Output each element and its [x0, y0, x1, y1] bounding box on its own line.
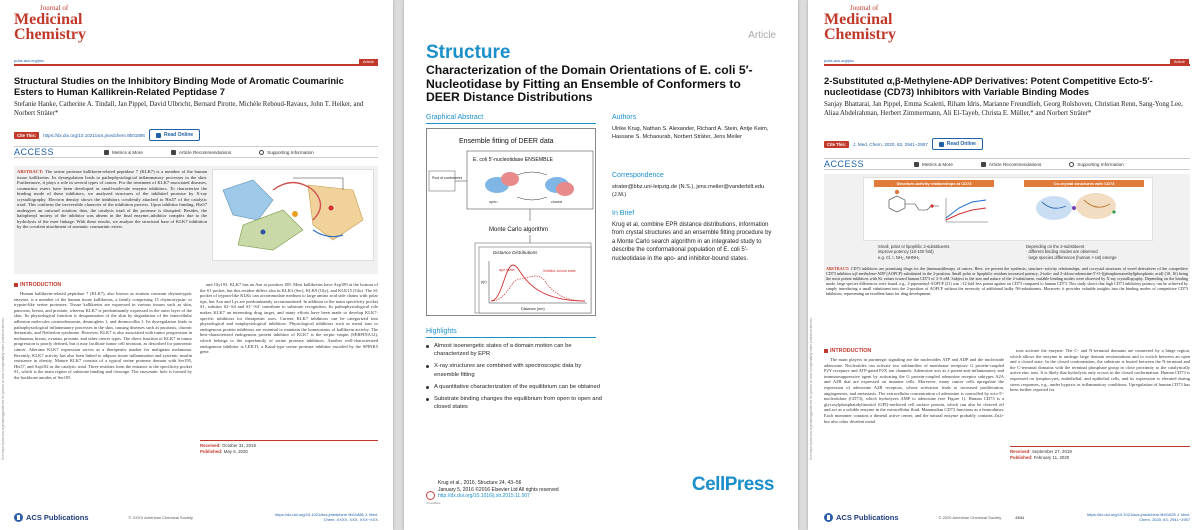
received-date: October 31, 2019: [221, 443, 256, 448]
read-online-button[interactable]: [149, 129, 200, 141]
access-label: ACCESS: [14, 147, 55, 157]
article-tag: Article: [359, 59, 378, 64]
metrics-button[interactable]: [914, 162, 953, 167]
acs-logo-icon: [824, 513, 833, 522]
published-date: February 11, 2020: [1033, 455, 1070, 460]
published-label: Published:: [200, 449, 223, 454]
article-tag: Article: [1170, 59, 1189, 64]
cellpress-logo[interactable]: CellPress: [691, 474, 774, 495]
dates-block: [200, 440, 378, 455]
header-rule: [14, 64, 378, 66]
paper-title: 2-Substituted α,β-Methylene-ADP Derivatives: Potent Competitive Ecto-5′-nucleotidase (CD73) Inhibitors with Variable Binding Modes: [824, 75, 1153, 97]
journal-url[interactable]: pubs.acs.org/jmc: [14, 58, 45, 63]
read-online-icon: [156, 133, 161, 138]
copyright: © 2020 American Chemical Society: [938, 514, 1002, 520]
acs-logo[interactable]: [14, 513, 89, 522]
fig-right-note-line1: Depending on the 2-substituent: [1026, 244, 1085, 249]
journal-url[interactable]: pubs.acs.org/jmc: [824, 58, 855, 63]
header-rule: [824, 64, 1190, 66]
published-label: Published:: [1010, 455, 1033, 460]
intro-column-right: [200, 282, 378, 430]
cite-url[interactable]: https://dx.doi.org/10.1021/acs.jmedchem.9b01886: [43, 132, 145, 138]
toc-graphic[interactable]: [863, 177, 1153, 241]
acs-logo-label: ACS Publications: [26, 512, 89, 522]
journal-logo-small: Journal of: [850, 4, 879, 12]
copyright: © XXXX American Chemical Society: [128, 514, 194, 520]
highlights-list: [426, 342, 606, 415]
page-footer: [824, 512, 1190, 522]
metrics-label: Metrics & More: [922, 161, 953, 167]
read-online-button[interactable]: [932, 138, 983, 150]
journal-logo-line2: Chemistry: [824, 26, 896, 43]
fig-left-banner: Structure-activity relationships at CD73: [874, 180, 994, 187]
authors-label: Authors: [612, 114, 637, 121]
acs-logo-icon: [14, 513, 23, 522]
toc-graphic[interactable]: [212, 169, 374, 261]
abstract-label: ABSTRACT:: [17, 169, 44, 174]
cite-badge: Cite This:: [14, 132, 39, 139]
read-online-label: Read Online: [946, 141, 976, 147]
page-number: 2941: [1015, 514, 1025, 520]
intro-heading-label: INTRODUCTION: [20, 282, 62, 288]
access-label: ACCESS: [824, 159, 865, 169]
highlights-rule: [426, 337, 596, 338]
journal-name[interactable]: Structure: [426, 42, 511, 63]
document-icon: [981, 162, 986, 167]
intro-heading: [14, 282, 61, 288]
paper-title: Structural Studies on the Inhibitory Binding Mode of Aromatic Coumarinic Esters to Human Kallikrein-Related Peptidase 7: [14, 75, 344, 97]
side-note: See https://pubs.acs.org/sharingguidelines for options on how to legitimately share published articles.: [1, 317, 5, 460]
fig-right-note-line3: · large species differences (human > rat) emerge: [1026, 254, 1117, 260]
page-footer: [14, 512, 378, 522]
intro-heading: [824, 348, 871, 354]
document-icon: [171, 150, 176, 155]
recommendations-button[interactable]: [981, 162, 1041, 167]
ga-bound-label: inhibitor-bound state: [543, 269, 576, 273]
authors: Ulrike Krug, Nathan S. Alexander, Richard A. Stein, Antje Keim, Hassane S. Mchaourab, Norbert Sträter, Jens Meiler: [612, 126, 769, 140]
acs-logo[interactable]: [824, 513, 899, 522]
cite-badge: Cite This:: [824, 141, 849, 148]
dates-block: [1010, 446, 1190, 461]
toc-graphic-svg: [864, 178, 1154, 242]
cite-url[interactable]: J. Med. Chem. 2020, 63, 2941−2957: [853, 141, 928, 147]
recommendations-label: Article Recommendations: [988, 161, 1042, 167]
cite-row: [824, 138, 983, 150]
citation-doi[interactable]: http://dx.doi.org/10.1016/j.str.2015.11.007: [438, 493, 530, 499]
access-bar: [14, 146, 378, 158]
in-brief: Krug et al. combine EPR distance distributions, information from crystal structures and an ensemble fitting procedure by a Monte Carlo search algorithm in an integrated study to describe the conformational population of E. coli 5′-nucleotidase in the apo- and inhibitor-bound states.: [612, 222, 772, 262]
fig-right-note-line2: · different binding modes are observed: [1026, 249, 1098, 255]
paper-title: Characterization of the Domain Orientations of E. coli 5′-Nucleotidase by Fitting an Ensemble of Conformers to DEER Distance Distributions: [426, 63, 753, 105]
abstract-body: CD73 inhibitors are promising drugs for the (immuno)therapy of cancer. Here, we present the synthesis, structure−activity relationships, and cocrystal structures of novel derivatives of the competitive CD73 inhibitor α,β-methylene-ADP (AOPCP) substituted in the 2-position. Small polar or lipophilic residues increased potency, 2-iodo- and 2-chloro-adenosine-5′-O-[(phosphonomethyl)phosphonic acid] (18, 16) being the most potent inhibitors with Ki values toward human CD73 of 3−6 nM. Subject to the size and nature of the 2-substituent, variable binding modes were observed by X-ray crystallography. Depending on the binding mode, large species differences were found, e.g., 2-piperazinyl-AOPCP (21) was >12 fold less potent against rat CD73 compared to human CD73. This study shows that high CD73 inhibitory potency can be achieved by simply introducing a small substituent into the 2-position of AOPCP without the necessity of additional bulky N6-substituents. Moreover, it provides valuable insights into the binding modes of competitive CD73 inhibitors, representing an excellent basis for drug development.: [826, 266, 1188, 296]
authors: Sanjay Bhattarai, Jan Pippel, Emma Scaletti, Riham Idris, Marianne Freundlieb, Georg Rolshoven, Christian Renn, Sang-Yong Lee, Aliaa Abdelrahman, Herbert Zimmermann, Ali El-Tayeb, Christa E. Müller,* and Norbert Sträter*: [824, 101, 1183, 117]
metrics-label: Metrics & More: [112, 149, 143, 155]
fig-left-note: [878, 244, 1008, 260]
toc-graphic-svg: [213, 170, 375, 262]
page-structure-deer: [404, 0, 798, 530]
highlight-item: Substrate binding changes the equilibrium from open to open and closed states: [426, 395, 606, 411]
recommendations-label: Article Recommendations: [178, 149, 232, 155]
graphical-abstract-label: Graphical Abstract: [426, 114, 484, 121]
ga-xlabel: Distance (nm): [521, 307, 545, 311]
supporting-info-button[interactable]: [259, 150, 313, 155]
footer-reference[interactable]: https://dx.doi.org/10.1021/acs.jmedchem.9b01625 J. Med. Chem. 2020, 63, 2941−2957: [1087, 512, 1190, 522]
intro-heading-label: INTRODUCTION: [830, 348, 872, 354]
in-brief-label: In Brief: [612, 210, 635, 217]
bar-chart-icon: [914, 162, 919, 167]
intro-col1-text: The main players in purinergic signaling are the nucleotides ATP and ADP and the nucleoside adenosine. Nucleotides can activate two subfamilies of membrane receptors: G protein-coupled P2Y receptors and ATP-gated P2X ion channels. Adenosine acts as a potent anti-inflammatory and immunosuppressive agent by activating the G protein-coupled adenosine receptor subtypes A2A and A2B that are expressed on immune cells. Moreover, many cancer cells upregulate the expression of adenosine A2B receptors, whose activation leads to increased proliferation, angiogenesis, and metastasis. The extracellular concentration of adenosine is controlled by ecto-5′-nucleotidase (CD73), which hydrolyzes AMP to adenosine (see Figure 1). Human CD73 is a glycosylphosphatidylinositol (GPI)-anchored cell surface protein, which can also be cleaved off and act as a soluble enzyme in the extracellular fluid. Mammalian CD73 functions as a homodimer. Each monomer contains a dimetal active center, and the natural enzyme probably contains Zn2+ but also other divalent metal: [824, 357, 1004, 424]
info-icon: [1069, 162, 1074, 167]
received-label: Received:: [1010, 449, 1031, 454]
highlights-label: Highlights: [426, 328, 457, 335]
intro-column-left: [14, 291, 192, 491]
journal-logo-line1: Medicinal: [14, 11, 83, 28]
section-marker-icon: [14, 283, 18, 287]
intro-col1-text: Human kallikrein-related peptidase 7 (KLK7), also known as stratum corneum chymotryptic enzyme, is a member of the human tissue kallikreins, a family comprising 15 chymotrypsin- or trypsin-like serine proteases. Tissue kallikreins are expressed in various tissues such as skin, pancreas, breast, and prostate, whereas KLK7 is predominantly expressed in the outer layer of the skin. Its physiological function is desquamation of the skin by degradation of the intercellular adhesion molecules corneodesmosin, desmoglein 1, and desmocollin 1. Its dysregulation leads to pathophysiological inflammatory processes in the skin, causing diseases such as psoriasis, chronic dermatitis, and Netherton syndrome. However, KLK7 is also associated with tumor progression in melanoma, breast, ovarian, prostate, and other cancer types. The direct function of KLK7 in tumor progression is poorly defined, but it may facilitate tumor cell invasion, as described for pancreatic cancer. Aberrant KLK7 expression serves as a therapeutic marker for malignant melanoma. Recently, KLK7 activity has also been linked to adipose tissue inflammation and systemic insulin resistance in obesity. Mature KLK7 consists of a typical serine protease domain with Ser195, His57, and Asp102 as the catalytic triad. Three residues form the entrance to the specificity pocket S1, which is the main region of substrate binding and cleavage. The enzymatic hole is formed by the backbone amides of Ser195: [14, 291, 192, 380]
ga-mc-label: Monte Carlo algorithm: [489, 227, 549, 233]
abstract-label: ABSTRACT:: [826, 266, 850, 271]
supporting-info-button[interactable]: [1069, 162, 1123, 167]
ga-ylabel: p(r): [481, 280, 487, 284]
abstract-body: The serine protease kallikrein-related peptidase 7 (KLK7) is a member of the human tissue kallikreins. Its dysregulation leads to pathophysiological inflammatory processes in the skin. Furthermore, it plays a role in several types of cancer. For the treatment of KLK7-associated diseases, coumarinic esters have been developed as small-molecule enzyme inhibitors. To characterize the binding mode of these inhibitors, we analyzed structures of the inhibited protease by X-ray crystallography. Electron density shows the inhibitors covalently attached to His57 of the catalytic triad. This confirms the irreversible character of the inhibition process. Upon inhibitor binding, His57 undergoes an outward rotation; thus, the catalytic triad of the protease is disrupted. Besides, the halophenyl moiety of the inhibitor was absent in the final enzyme–inhibitor complex due to the hydrolysis of the ester linkage. With these results, we analyze the structural base of KLK7 inhibition by the covalent attachment of aromatic coumarinic esters.: [17, 169, 207, 229]
side-note: See https://pubs.acs.org/sharingguidelines for options on how to legitimately share published articles.: [809, 317, 813, 460]
correspondence-label: Correspondence: [612, 172, 664, 179]
graphical-abstract-svg: [427, 129, 597, 317]
ga-closed-label: closed: [551, 200, 562, 204]
citation-block: [438, 480, 559, 500]
supporting-label: Supporting Information: [1077, 161, 1124, 167]
received-label: Received:: [200, 443, 221, 448]
ga-pool-label: Pool of conformers: [432, 176, 463, 180]
intro-col2-text: ions activate the enzyme. The C- and N-terminal domains are connected by a hinge region, which allows the enzyme to undergo large domain reorientations and to switch between an open and a closed state. In the closed conformation, the substrate is buried between the N-terminal and the C-terminal domains with the terminal phosphate group in close proximity to the catalytically active zinc ions. It is likely that hydrolysis only occurs in the closed conformation. Human CD73 is expressed on lymphocytes, endothelial, and epithelial cells, and its expression is elevated during stress responses, e.g., under hypoxic or inflammatory conditions. Upregulation of human CD73 has been further reported for: [1010, 348, 1190, 393]
section-marker-icon: [824, 349, 828, 353]
correspondence[interactable]: strater@bbz.uni-leipzig.de (N.S.), jens.meiler@vanderbilt.edu (J.M.): [612, 184, 765, 198]
supporting-label: Supporting Information: [267, 149, 314, 155]
ga-rule: [426, 123, 596, 124]
read-online-label: Read Online: [163, 132, 194, 138]
citation-line2: January 5, 2016 ©2016 Elsevier Ltd All rights reserved: [438, 486, 559, 493]
crossmark-label: CrossMark: [426, 501, 441, 505]
received-date: September 27, 2019: [1031, 449, 1072, 454]
footer-reference[interactable]: https://dx.doi.org/10.1021/acs.jmedchem.9b01886 J. Med. Chem. XXXX, XXX, XXX−XXX: [275, 512, 378, 522]
ga-dist-label: Distance Distributions: [493, 250, 538, 255]
fig-right-banner: Co-crystal structures with CD73: [1024, 180, 1144, 187]
page-jmc-cd73: [808, 0, 1204, 530]
metrics-button[interactable]: [104, 150, 143, 155]
abstract-text: [17, 169, 207, 230]
journal-logo[interactable]: [824, 4, 896, 42]
citation-line1: Krug et al., 2016, Structure 24, 43–56: [438, 480, 522, 486]
fig-left-note-line2: improve potency (10-100 fold): [878, 249, 934, 255]
ga-title: Ensemble fitting of DEER data: [459, 138, 554, 145]
graphical-abstract[interactable]: [426, 128, 596, 316]
acs-logo-label: ACS Publications: [836, 512, 899, 522]
highlight-item: A quantitative characterization of the equilibrium can be obtained: [426, 383, 606, 391]
recommendations-button[interactable]: [171, 150, 231, 155]
journal-logo-small: Journal of: [40, 4, 69, 12]
journal-logo-line2: Chemistry: [14, 26, 86, 43]
authors: Stefanie Hanke, Catherine A. Tindall, Jan Pippel, David Ulbricht, Bernard Pirotte, Michèle Reboud-Ravaux, John T. Heiker, and Norbert Sträter*: [14, 101, 364, 117]
ga-apo-label: apo state: [499, 268, 515, 272]
page-jmc-klk7: [0, 0, 393, 530]
article-tag: Article: [748, 30, 776, 41]
highlight-item: X-ray structures are combined with spectroscopic data by ensemble fitting: [426, 362, 606, 378]
info-icon: [259, 150, 264, 155]
journal-logo-line1: Medicinal: [824, 11, 893, 28]
intro-column-right: [1010, 348, 1190, 440]
highlight-item: Almost isoenergetic states of a domain motion can be characterized by EPR: [426, 342, 606, 358]
access-bar: [824, 158, 1190, 170]
bar-chart-icon: [104, 150, 109, 155]
cite-row: [14, 129, 200, 141]
fig-right-note: [1026, 244, 1166, 260]
fig-left-note-line3: e.g. Cl, I, NH₂, NHNH₂: [878, 254, 920, 260]
ga-ensemble-label: E. coli 5′-nucleotidase ENSEMBLE: [473, 157, 553, 163]
journal-logo[interactable]: [14, 4, 86, 42]
read-online-icon: [939, 142, 944, 147]
fig-left-note-line1: Small, polar or lipophilic 2-substituents: [878, 244, 950, 249]
intro-column-left: [824, 357, 1004, 507]
intro-col2-text: and Gly193. KLK7 has an Asn at position 189. Most kallikreins have Asp189 at the bottom of the S1 pocket, but this residue differs also in KLK3 (Ser), KLK9 (Gly), and KLK15 (Glu). The S1 pocket of trypsin-like KLKs can accommodate medium to large amino acid side chains with polar tips, but Asn and Lys are predominantly accommodated. In addition to the main specificity pocket S1, subsites S2−S4 and S1′−S4′ contribute to substrate recognition. Its pathophysiological role makes KLK7 an interesting drug target, and many efforts have been made to develop KLK7-specific inhibitors for therapeutic uses. Current KLK7 inhibitors can be categorized into physiological and nonphysiological inhibitors. Physiological inhibitors such as metal ions or endogenous protein inhibitors are essential to maintain the homeostasis of kallikrein activity. The best-characterized endogenous protein inhibitor of KLK7 is the serpin vaspin (SERPINA12), which belongs to the superfamily of serine protease inhibitors. Another well-characterized endogenous inhibitor is LEKTI, a Kazal-type serine protease inhibitor encoded by the SPINK5 gene.: [200, 282, 378, 355]
ga-open-label: open: [489, 200, 498, 204]
abstract-text: [826, 266, 1188, 296]
published-date: May 6, 2020: [223, 449, 248, 454]
crossmark-icon[interactable]: [426, 491, 435, 500]
